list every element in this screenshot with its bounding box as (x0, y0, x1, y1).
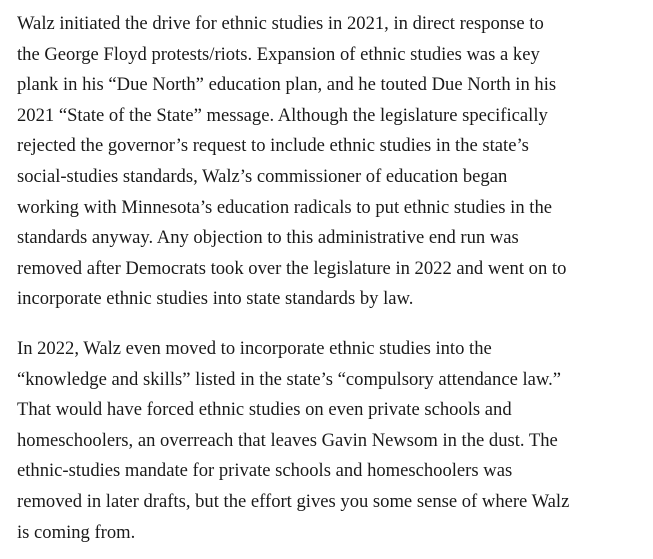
paragraph-line: In 2022, Walz even moved to incorporate ethnic studies into the (17, 337, 492, 359)
paragraph-line: ethnic-studies mandate for private schools and homeschoolers was (17, 460, 513, 482)
paragraph-line: 2021 “State of the State” message. Although the legislature specifically (17, 104, 548, 126)
paragraph-2 (17, 334, 653, 548)
paragraph-spacer (17, 315, 653, 334)
paragraph-line: plank in his “Due North” education plan, and he touted Due North in his (17, 74, 557, 96)
paragraph-line: homeschoolers, an overreach that leaves Gavin Newsom in the dust. The (17, 429, 558, 451)
paragraph-line: removed after Democrats took over the legislature in 2022 and went on to (17, 257, 567, 279)
paragraph-line: That would have forced ethnic studies on even private schools and (17, 399, 512, 421)
paragraph-line: the George Floyd protests/riots. Expansion of ethnic studies was a key (17, 43, 540, 65)
paragraph-line: social-studies standards, Walz’s commissioner of education began (17, 165, 508, 187)
paragraph-line: working with Minnesota’s education radicals to put ethnic studies in the (17, 196, 552, 218)
paragraph-line: Walz initiated the drive for ethnic studies in 2021, in direct response to (17, 13, 544, 34)
paragraph-line: incorporate ethnic studies into state standards by law. (17, 288, 414, 310)
paragraph-line: removed in later drafts, but the effort gives you some sense of where Walz (17, 490, 570, 512)
paragraph-line: is coming from. (17, 521, 136, 543)
paragraph-line: “knowledge and skills” listed in the state’s “compulsory attendance law.” (17, 368, 562, 390)
paragraph-line: standards anyway. Any objection to this administrative end run was (17, 227, 519, 249)
paragraph-1 (17, 9, 653, 315)
paragraph-line: rejected the governor’s request to include ethnic studies in the state’s (17, 135, 529, 157)
